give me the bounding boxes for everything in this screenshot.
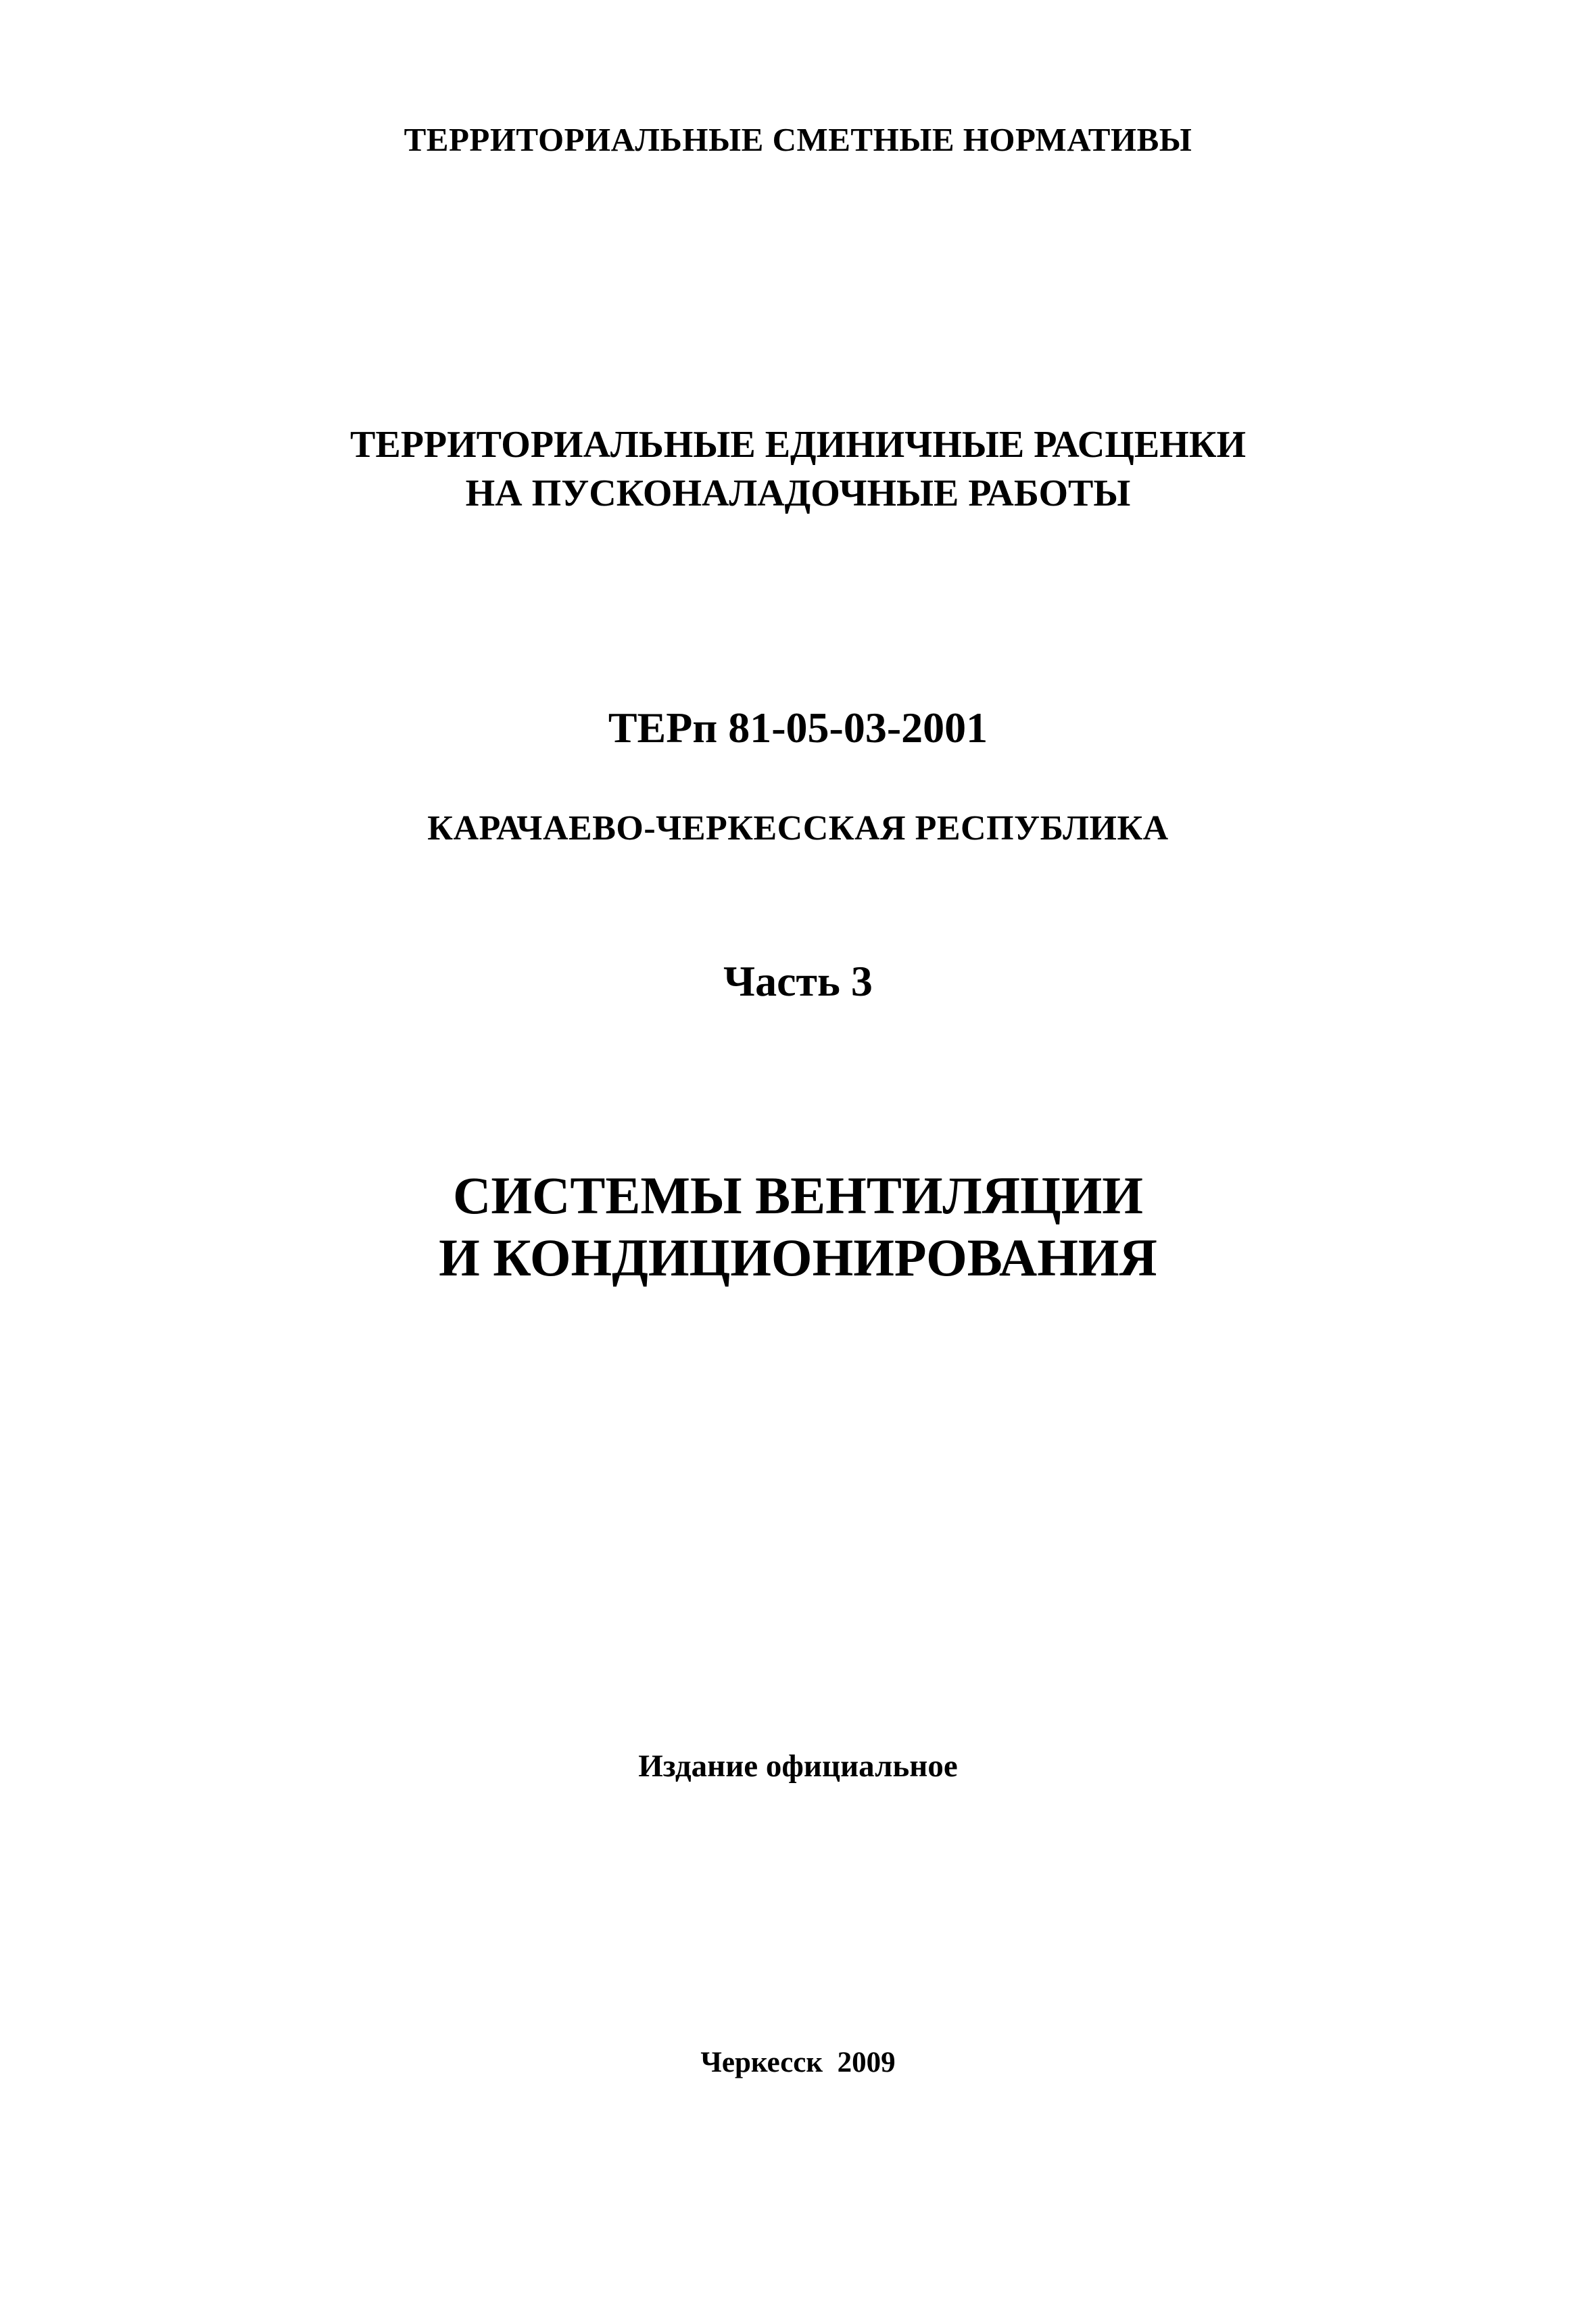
document-code: ТЕРп 81-05-03-2001 (608, 704, 988, 752)
region-name: КАРАЧАЕВО-ЧЕРКЕССКАЯ РЕСПУБЛИКА (427, 809, 1169, 848)
edition-note: Издание официальное (638, 1749, 958, 1784)
imprint-city-year: Черкесск 2009 (700, 2047, 896, 2078)
subject-title-line-1: СИСТЕМЫ ВЕНТИЛЯЦИИ (453, 1166, 1143, 1225)
rates-title-line-1: ТЕРРИТОРИАЛЬНЫЕ ЕДИНИЧНЫЕ РАСЦЕНКИ (349, 424, 1247, 466)
rates-title-line-2: НА ПУСКОНАЛАДОЧНЫЕ РАБОТЫ (465, 472, 1131, 514)
subject-title-line-2: И КОНДИЦИОНИРОВАНИЯ (439, 1228, 1157, 1287)
part-number: Часть 3 (723, 957, 873, 1005)
series-title: ТЕРРИТОРИАЛЬНЫЕ СМЕТНЫЕ НОРМАТИВЫ (404, 121, 1192, 158)
